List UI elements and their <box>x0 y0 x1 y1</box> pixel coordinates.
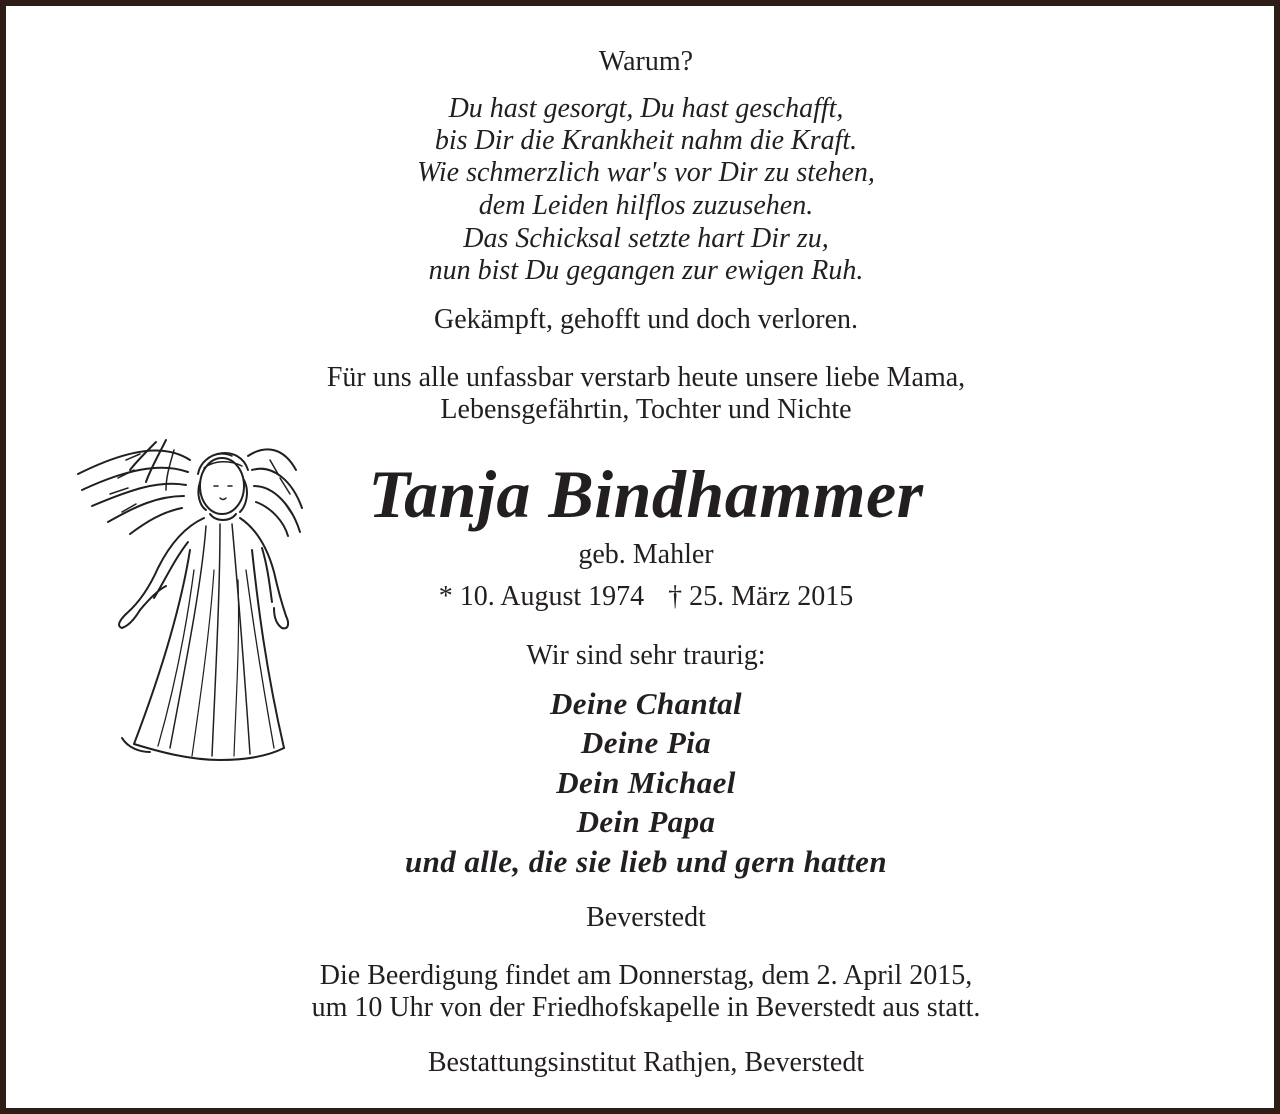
motto: Gekämpft, gehofft und doch verloren. <box>433 304 859 335</box>
poem-line-4: dem Leiden hilflos zuzusehen. <box>478 190 814 221</box>
place: Beverstedt <box>586 902 706 933</box>
poem-line-2: bis Dir die Krankheit nahm die Kraft. <box>434 125 858 156</box>
mourner-1: Deine Chantal <box>549 686 743 721</box>
poem-line-5: Das Schicksal setzte hart Dir zu, <box>463 223 829 254</box>
mourner-4: Dein Papa <box>576 804 716 839</box>
deceased-name: Tanja Bindhammer <box>368 456 924 532</box>
funeral-line-2: um 10 Uhr von der Friedhofskapelle in Beverstedt aus statt. <box>311 992 981 1023</box>
mourner-2: Deine Pia <box>580 725 712 760</box>
poem-line-3: Wie schmerzlich war's vor Dir zu stehen, <box>417 157 875 188</box>
announcement-line-1: Für uns alle unfassbar verstarb heute unsere liebe Mama, <box>326 362 966 393</box>
heading: Warum? <box>598 46 694 77</box>
announcement-line-2: Lebensgefährtin, Tochter und Nichte <box>440 394 852 425</box>
maiden-name: geb. Mahler <box>578 539 714 570</box>
poem-line-6: nun bist Du gegangen zur ewigen Ruh. <box>428 255 864 286</box>
birth-date: * 10. August 1974 <box>438 581 645 612</box>
poem-line-1: Du hast gesorgt, Du hast geschafft, <box>448 93 844 124</box>
life-dates <box>6 581 1280 613</box>
mourners-intro: Wir sind sehr traurig: <box>526 640 766 671</box>
mourner-5: und alle, die sie lieb und gern hatten <box>405 844 887 879</box>
death-date: † 25. März 2015 <box>668 581 854 612</box>
undertaker: Bestattungsinstitut Rathjen, Beverstedt <box>427 1047 865 1078</box>
funeral-line-1: Die Beerdigung findet am Donnerstag, dem 2. April 2015, <box>319 960 973 991</box>
mourner-3: Dein Michael <box>556 765 736 800</box>
